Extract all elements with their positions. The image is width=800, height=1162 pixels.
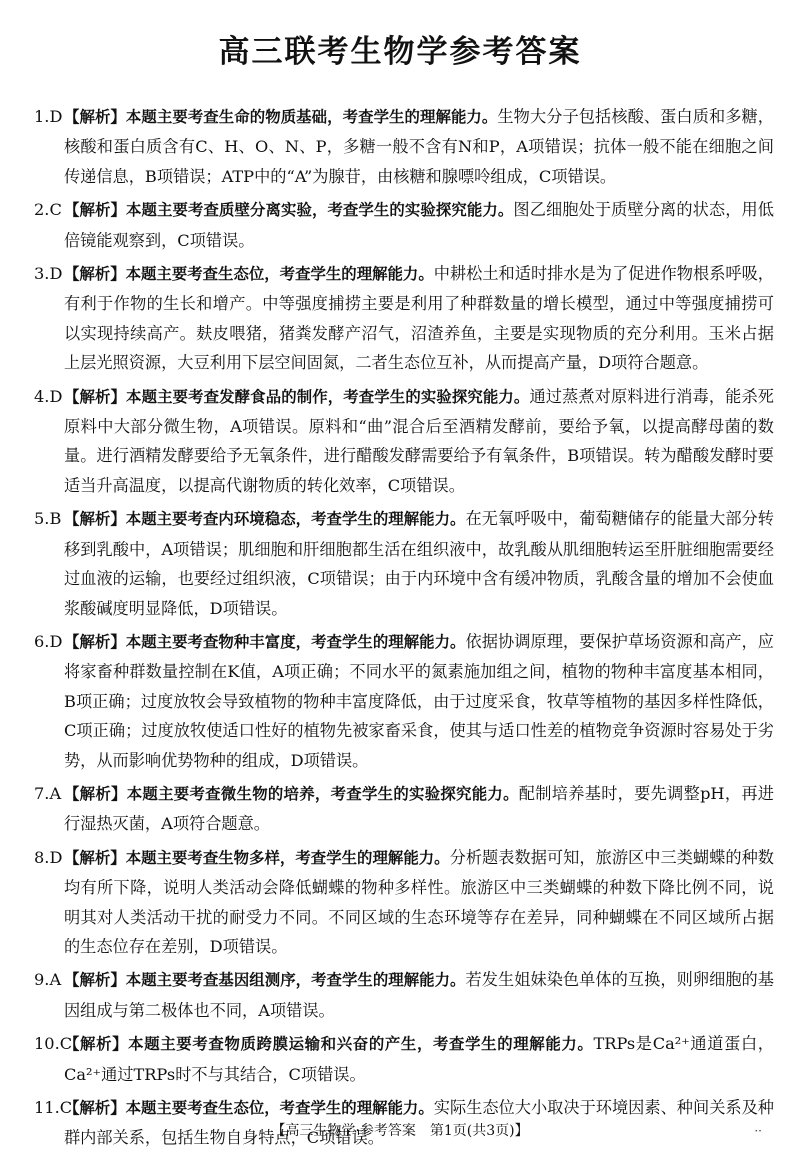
answer-number: 3.D	[34, 264, 63, 284]
answer-explanation-lead: 【解析】本题主要考查微生物的培养，考查学生的实验探究能力。	[64, 784, 519, 803]
page-footer: 【高三生物学·参考答案 第1页(共3页)】	[271, 1123, 529, 1139]
answer-number: 4.D	[34, 386, 63, 406]
answer-item-7	[34, 779, 774, 839]
answer-explanation-lead: 【解析】本题主要考查生态位，考查学生的理解能力。	[64, 265, 434, 284]
answer-explanation-text: 分析题表数据可知，旅游区中三类蝴蝶的种数均有所下降，说明人类活动会降低蝴蝶的物种多样性。旅游区中三类蝴蝶的种数下降比例不同，说明其对人类活动干扰的耐受力不同。不同区域的生态环境等存在差异，同种蝴蝶在不同区域所占据的生态位存在差别，D项错误。	[64, 847, 774, 956]
answer-item-2	[34, 195, 774, 255]
answer-explanation-text: 中耕松土和适时排水是为了促进作物根系呼吸，有利于作物的生长和增产。中等强度捕捞主要是利用了种群数量的增长模型，通过中等强度捕捞可以实现持续高产。麸皮喂猪，猪粪发酵产沼气，沼渣养鱼，主要是实现物质的充分利用。玉米占据上层光照资源，大豆利用下层空间固氮，二者生态位互补，从而提高产量，D项符合题意。	[64, 264, 774, 373]
answer-number: 6.D	[34, 631, 63, 651]
answer-explanation-lead: 【解析】本题主要考查物质跨膜运输和兴奋的产生，考查学生的理解能力。	[64, 1035, 594, 1054]
answer-number: 10.C	[34, 1034, 73, 1054]
corner-mark: ··	[754, 1124, 762, 1138]
answer-number: 1.D	[34, 107, 63, 126]
answer-item-5	[34, 504, 774, 623]
answer-number: 9.A	[34, 970, 62, 990]
answer-explanation-lead: 【解析】本题主要考查生物多样，考查学生的理解能力。	[64, 848, 450, 867]
answer-explanation-text: 实际生态位大小取决于环境因素、种间关系及种群内部关系，包括生物自身特点，C项错误。	[64, 1098, 774, 1148]
answer-explanation-text: 配制培养基时，要先调整pH，再进行湿热灭菌，A项符合题意。	[64, 783, 774, 834]
answer-explanation-text: 通过蒸煮对原料进行消毒，能杀死原料中大部分微生物，A项错误。原料和“曲”混合后至酒精发酵前，要给予氧，以提高酵母菌的数量。进行酒精发酵要给予无氧条件，进行醋酸发酵需要给予有氧条件，B项错误。转为醋酸发酵时要适当升高温度，以提高代谢物质的转化效率，C项错误。	[64, 386, 774, 495]
answer-number: 8.D	[34, 847, 63, 867]
answer-item-4	[34, 382, 774, 501]
answer-explanation-text: 在无氧呼吸中，葡萄糖储存的能量大部分转移到乳酸中，A项错误；肌细胞和肝细胞都生活在组织液中，故乳酸从肌细胞转运至肝脏细胞需要经过血液的运输，也要经过组织液，C项错误；由于内环境中含有缓冲物质，乳酸含量的增加不会使血浆酸碱度明显降低，D项错误。	[64, 509, 774, 618]
answer-item-3	[34, 259, 774, 378]
answer-explanation-text: 依据协调原理，要保护草场资源和高产，应将家畜种群数量控制在K值，A项正确；不同水平的氮素施加组之间，植物的物种丰富度基本相同，B项正确；过度放牧会导致植物的物种丰富度降低，由于过度采食，牧草等植物的基因多样性降低，C项正确；过度放牧使适口性好的植物先被家畜采食，使其与适口性差的植物竞争资源时容易处于劣势，从而影响优势物种的组成，D项错误。	[64, 631, 774, 770]
answer-explanation-lead: 【解析】本题主要考查内环境稳态，考查学生的理解能力。	[64, 510, 466, 529]
answer-explanation-lead: 【解析】本题主要考查生命的物质基础，考查学生的理解能力。	[64, 108, 498, 126]
answer-explanation-lead: 【解析】本题主要考查基因组测序，考查学生的理解能力。	[64, 971, 466, 990]
answer-explanation-lead: 【解析】本题主要考查发酵食品的制作，考查学生的实验探究能力。	[64, 387, 530, 406]
answer-number: 5.B	[34, 509, 62, 529]
answer-explanation-text: TRPs是Ca²⁺通道蛋白，Ca²⁺通过TRPs时不与其结合，C项错误。	[64, 1034, 774, 1084]
answer-item-6	[34, 627, 774, 775]
answer-item-1	[34, 102, 774, 191]
answer-explanation-text: 生物大分子包括核酸、蛋白质和多糖，核酸和蛋白质含有C、H、O、N、P，多糖一般不含有N和P，A项错误；抗体一般不能在细胞之间传递信息，B项错误；ATP中的“A”为腺苷，由核糖和腺嘌呤组成，C项错误。	[64, 107, 774, 186]
answer-number: 2.C	[34, 200, 62, 220]
answer-explanation-lead: 【解析】本题主要考查质壁分离实验，考查学生的实验探究能力。	[64, 201, 514, 220]
answer-explanation-text: 图乙细胞处于质壁分离的状态，用低倍镜能观察到，C项错误。	[64, 200, 774, 250]
answer-explanation-lead: 【解析】本题主要考查物种丰富度，考查学生的理解能力。	[64, 632, 466, 651]
answer-number: 11.C	[34, 1098, 73, 1117]
page-title: 高三联考生物学参考答案	[218, 34, 582, 70]
answer-explanation-text: 若发生姐妹染色单体的互换，则卵细胞的基因组成与第二极体也不同，A项错误。	[64, 970, 774, 1020]
answer-item-10	[34, 1029, 774, 1089]
answer-explanation-lead: 【解析】本题主要考查生态位，考查学生的理解能力。	[64, 1099, 434, 1117]
answer-item-9	[34, 965, 774, 1025]
answer-number: 7.A	[34, 783, 62, 803]
answer-list	[34, 102, 774, 1157]
answer-item-8	[34, 843, 774, 962]
